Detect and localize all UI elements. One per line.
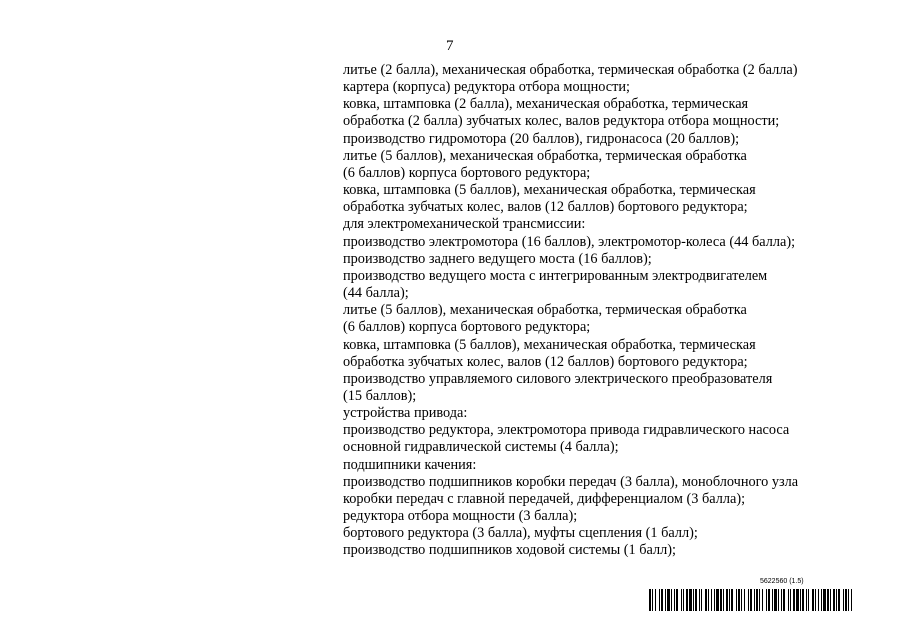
text-line: производство электромотора (16 баллов), электромотор-колеса (44 балла); [343, 233, 796, 250]
barcode-label: 5622560 (1.5) [760, 578, 804, 585]
text-line: (6 баллов) корпуса бортового редуктора; [343, 164, 591, 181]
text-line: ковка, штамповка (2 балла), механическая обработка, термическая [343, 96, 749, 113]
document-body [343, 62, 863, 560]
text-line: картера (корпуса) редуктора отбора мощности; [343, 79, 631, 96]
text-line: производство заднего ведущего моста (16 баллов); [343, 250, 652, 267]
text-line: производство редуктора, электромотора привода гидравлического насоса [343, 422, 790, 439]
text-line: ковка, штамповка (5 баллов), механическая обработка, термическая [343, 336, 756, 353]
text-line: производство гидромотора (20 баллов), гидронасоса (20 баллов); [343, 130, 740, 147]
text-line: (6 баллов) корпуса бортового редуктора; [343, 319, 591, 336]
page-number: 7 [446, 38, 454, 54]
text-line: обработка зубчатых колес, валов (12 баллов) бортового редуктора; [343, 353, 748, 370]
text-line: (44 балла); [343, 285, 409, 302]
barcode [649, 589, 855, 611]
text-line: бортового редуктора (3 балла), муфты сцепления (1 балл); [343, 525, 698, 542]
text-line: производство ведущего моста с интегрированным электродвигателем [343, 267, 768, 284]
text-line: редуктора отбора мощности (3 балла); [343, 508, 578, 525]
text-line: (15 баллов); [343, 387, 417, 404]
text-line: основной гидравлической системы (4 балла); [343, 439, 619, 456]
text-line: производство подшипников коробки передач (3 балла), моноблочного узла [343, 473, 799, 490]
text-line: литье (5 баллов), механическая обработка, термическая обработка [343, 302, 747, 319]
text-line: для электромеханической трансмиссии: [343, 216, 586, 233]
text-line: ковка, штамповка (5 баллов), механическая обработка, термическая [343, 182, 756, 199]
text-line: производство подшипников ходовой системы (1 балл); [343, 542, 677, 559]
text-line: обработка зубчатых колес, валов (12 баллов) бортового редуктора; [343, 199, 748, 216]
text-line: обработка (2 балла) зубчатых колес, валов редуктора отбора мощности; [343, 113, 780, 130]
text-line: подшипники качения: [343, 456, 477, 473]
text-line: литье (5 баллов), механическая обработка, термическая обработка [343, 147, 747, 164]
text-line: коробки передач с главной передачей, дифференциалом (3 балла); [343, 490, 746, 507]
text-line: устройства привода: [343, 405, 468, 422]
text-line: литье (2 балла), механическая обработка, термическая обработка (2 балла) [343, 62, 798, 78]
text-line: производство управляемого силового электрического преобразователя [343, 370, 773, 387]
